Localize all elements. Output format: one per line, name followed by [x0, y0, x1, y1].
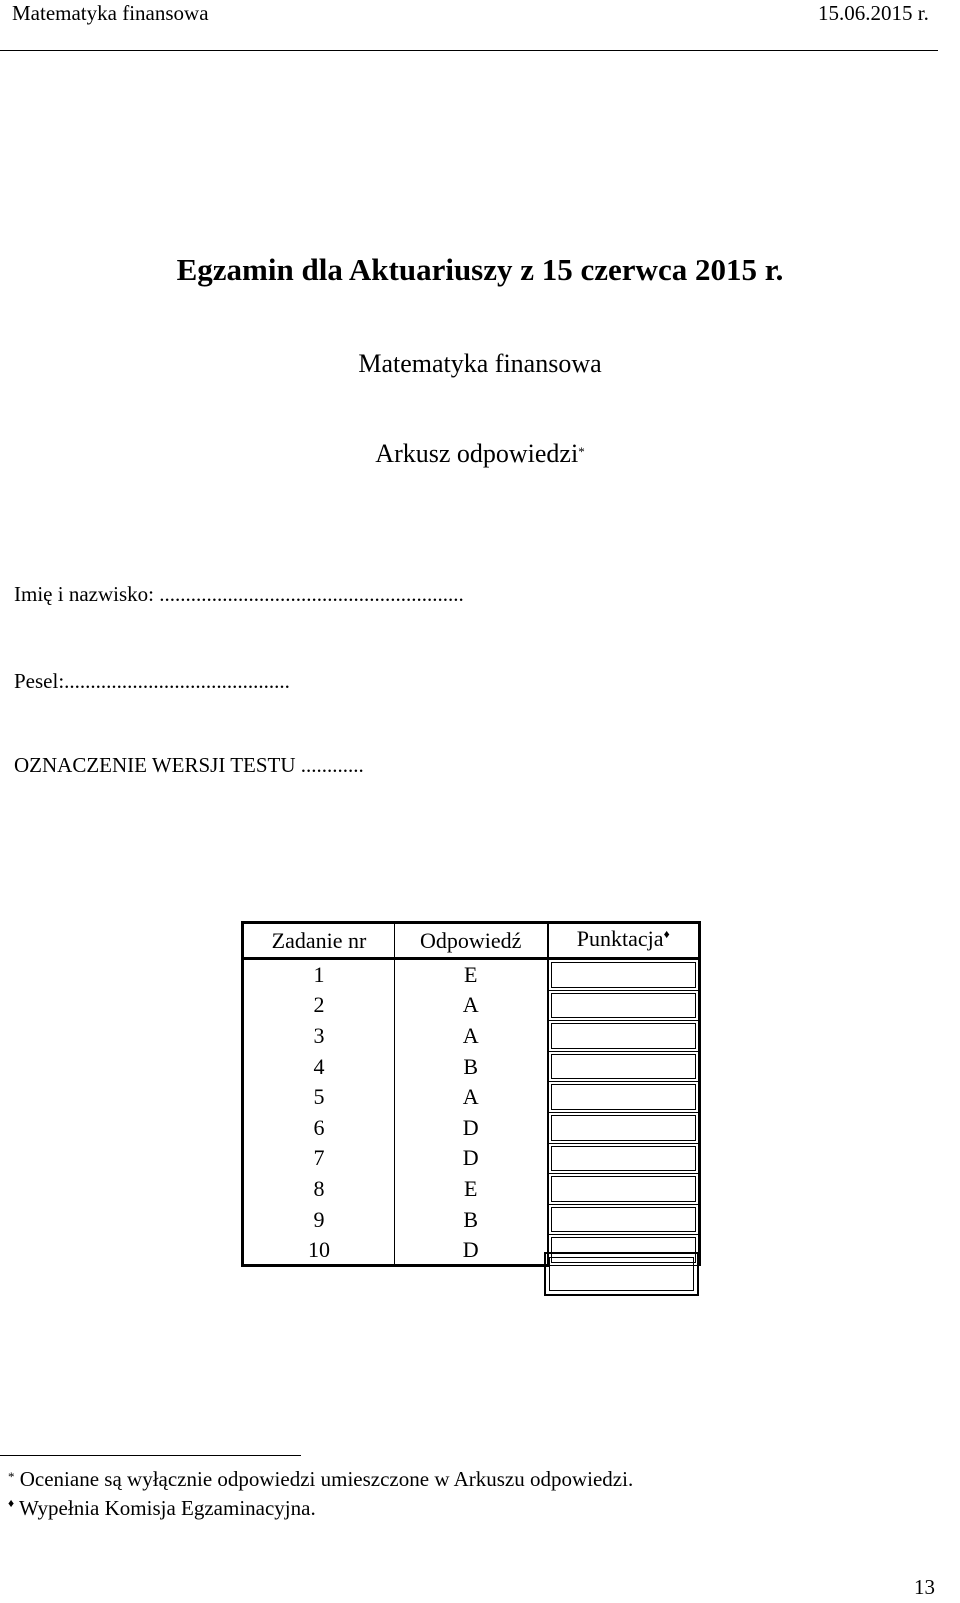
task-number-cell: 6: [243, 1112, 395, 1143]
total-score-box: [544, 1252, 699, 1296]
footnote-1: [8, 1467, 633, 1491]
header-task: Zadanie nr: [243, 923, 395, 959]
task-number-cell: 10: [243, 1235, 395, 1266]
diamond-icon: ♦: [663, 927, 670, 941]
score-cell: [548, 990, 700, 1021]
footnote-2: [8, 1496, 316, 1523]
header-score-label: Punktacja: [576, 926, 664, 951]
task-number-cell: 5: [243, 1082, 395, 1113]
answer-cell: A: [395, 1082, 548, 1113]
header-score: [548, 923, 700, 959]
pesel-field: Pesel:...........................................: [14, 669, 290, 693]
footnote-2-text: Wypełnia Komisja Egzaminacyjna.: [14, 1496, 316, 1520]
score-cell: [548, 1204, 700, 1235]
answer-cell: E: [395, 1174, 548, 1205]
answer-cell: D: [395, 1112, 548, 1143]
task-number-cell: 8: [243, 1174, 395, 1205]
table-row: [243, 1082, 700, 1113]
header-answer: Odpowiedź: [395, 923, 548, 959]
score-cell: [548, 1112, 700, 1143]
answer-table: [241, 921, 701, 1267]
header-divider: [0, 50, 938, 51]
exam-title: Egzamin dla Aktuariuszy z 15 czerwca 2015 r.: [176, 252, 784, 287]
footnote-ref-asterisk: *: [578, 444, 585, 459]
answer-cell: B: [395, 1051, 548, 1082]
page-number: 13: [914, 1575, 935, 1599]
table-row: [243, 990, 700, 1021]
answer-cell: B: [395, 1204, 548, 1235]
name-field: Imię i nazwisko: ..........................................................: [14, 582, 464, 606]
answer-cell: D: [395, 1235, 548, 1266]
test-version-field: OZNACZENIE WERSJI TESTU ............: [14, 753, 364, 777]
table-row: [243, 1021, 700, 1052]
score-cell: [548, 1082, 700, 1113]
task-number-cell: 4: [243, 1051, 395, 1082]
score-cell: [548, 1021, 700, 1052]
answer-cell: A: [395, 1021, 548, 1052]
answer-cell: A: [395, 990, 548, 1021]
footnote-divider: [0, 1455, 301, 1456]
diamond-icon: ♦: [8, 1496, 15, 1510]
task-number-cell: 3: [243, 1021, 395, 1052]
table-row: [243, 1204, 700, 1235]
table-row: [243, 959, 700, 991]
task-number-cell: 1: [243, 959, 395, 991]
score-cell: [548, 1174, 700, 1205]
exam-subject: Matematyka finansowa: [358, 349, 602, 378]
task-number-cell: 7: [243, 1143, 395, 1174]
score-cell: [548, 1051, 700, 1082]
score-cell: [548, 959, 700, 991]
table-row: [243, 1112, 700, 1143]
running-header-title: Matematyka finansowa: [12, 1, 209, 25]
answer-cell: D: [395, 1143, 548, 1174]
running-header-date: 15.06.2015 r.: [818, 1, 929, 25]
footnote-1-text: Oceniane są wyłącznie odpowiedzi umieszczone w Arkuszu odpowiedzi.: [14, 1467, 634, 1491]
table-row: [243, 1143, 700, 1174]
answer-sheet-title-text: Arkusz odpowiedzi: [375, 439, 579, 468]
asterisk-marker: *: [8, 1469, 15, 1484]
table-row: [243, 1174, 700, 1205]
answer-sheet-title: [0, 438, 960, 470]
score-cell: [548, 1143, 700, 1174]
answer-table-header: [243, 923, 700, 959]
answer-cell: E: [395, 959, 548, 991]
table-row: [243, 1051, 700, 1082]
task-number-cell: 9: [243, 1204, 395, 1235]
task-number-cell: 2: [243, 990, 395, 1021]
